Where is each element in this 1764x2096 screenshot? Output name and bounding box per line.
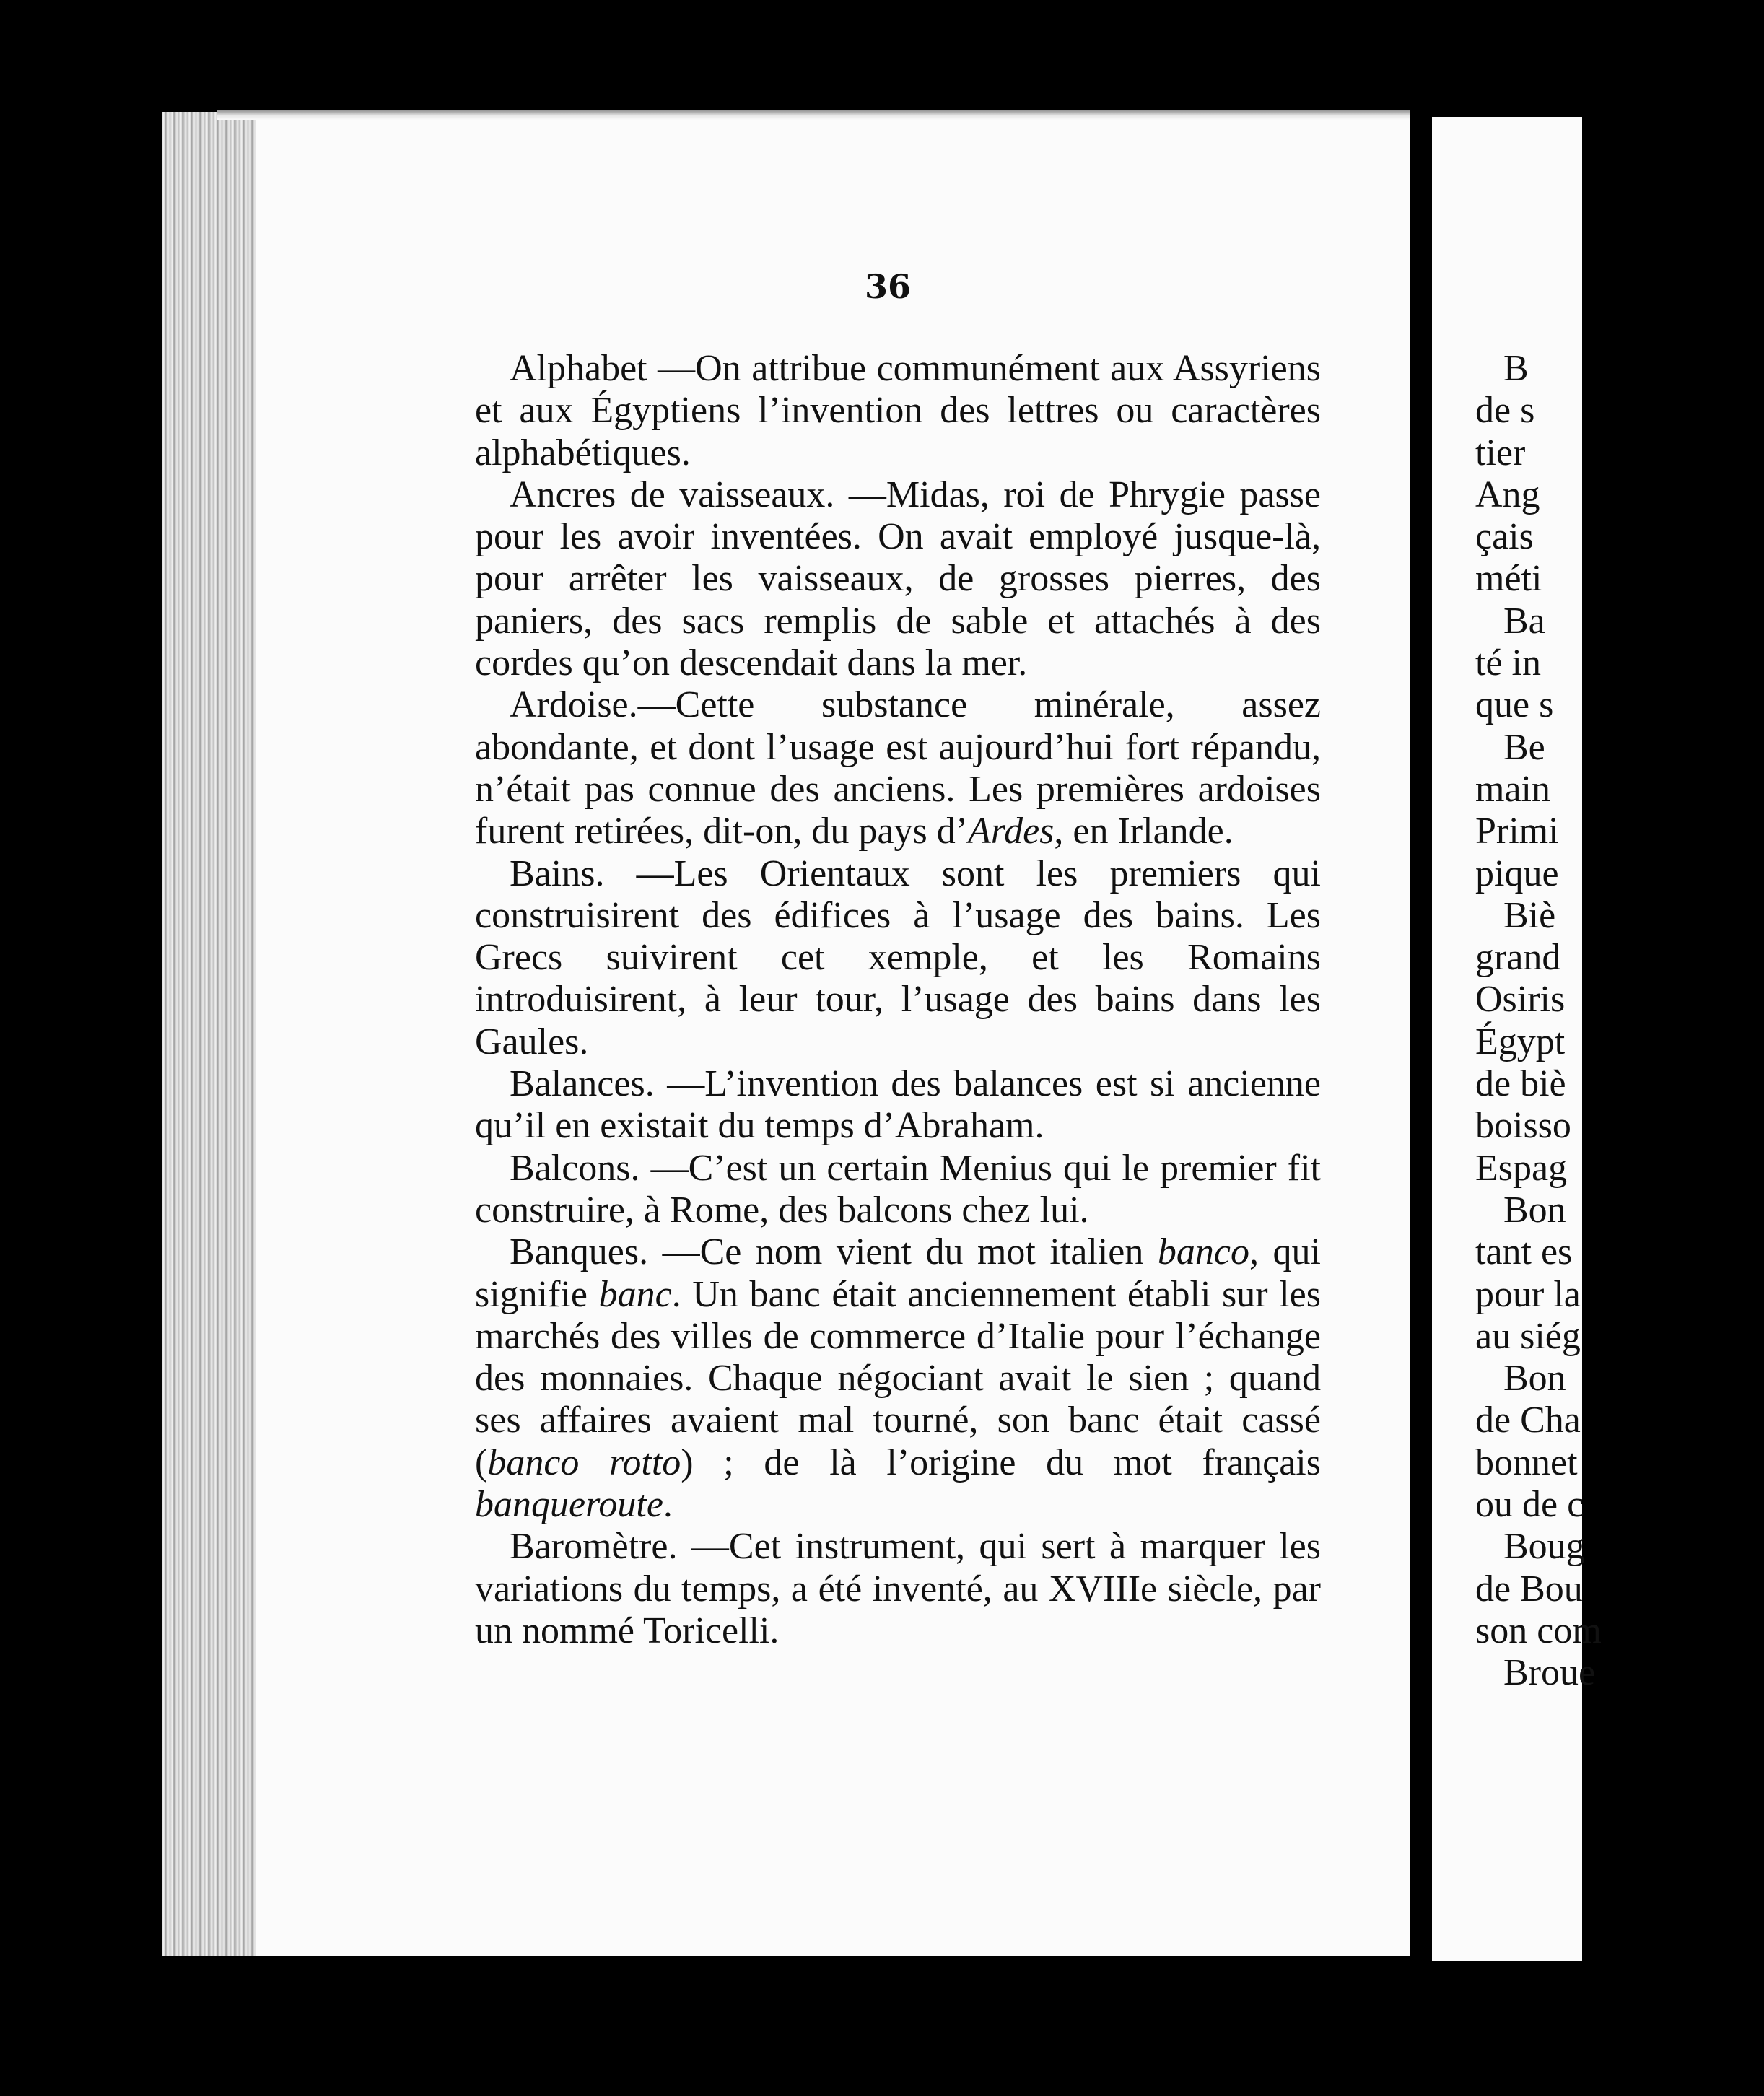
dictionary-entry: [475, 853, 1321, 1063]
entry-text: . Un banc était anciennement établi sur les marchés des villes de commerce d’Italie pour l’échange des monnaies. Chaque négociant avait le sien ; quand ses affaires avaient mal tourné, son banc était cassé (: [475, 1273, 1321, 1483]
facing-page-line: té in: [1475, 642, 1541, 684]
page-number: 36: [865, 267, 912, 306]
facing-page-line: Ang: [1475, 473, 1540, 515]
entry-text: Ardoise.—Cette substance minérale, assez abondante, et dont l’usage est aujourd’hui fort répandu, n’était pas connue des anciens. Les premières ardoises furent retirées, dit-on, du pays d’: [475, 684, 1321, 852]
entry-text: Balances. —L’invention des balances est si ancienne qu’il en existait du temps d’Abraham.: [475, 1063, 1321, 1147]
facing-page: [1432, 117, 1602, 1961]
entry-text: , qui signifie: [475, 1231, 1322, 1315]
facing-page-line: grand: [1475, 937, 1561, 979]
facing-page-line: de Cha: [1475, 1399, 1581, 1441]
facing-page-line: Primi: [1475, 811, 1559, 852]
page-block-edges: [162, 112, 256, 1956]
dictionary-entry: [475, 474, 1321, 684]
dictionary-entry: [475, 1063, 1321, 1148]
dictionary-entries: [475, 348, 1321, 1652]
entry-text: ) ; de là l’origine du mot français: [681, 1441, 1321, 1483]
facing-page-line: de biè: [1475, 1063, 1566, 1105]
entry-text: Baromètre. —Cet instrument, qui sert à marquer les variations du temps, a été inventé, au XVIIIe siècle, par un nommé Toricelli.: [475, 1526, 1321, 1651]
facing-page-line: main: [1475, 768, 1550, 810]
entry-text: Banques. —Ce nom vient du mot italien: [510, 1231, 1158, 1273]
entry-text: Alphabet —On attribue communément aux Assyriens et aux Égyptiens l’invention des lettres ou caractères alphabétiques.: [475, 348, 1321, 473]
dictionary-entry: [475, 1231, 1321, 1526]
dictionary-entry: [475, 684, 1321, 852]
facing-page-line: méti: [1475, 558, 1542, 600]
facing-page-line: pique: [1475, 852, 1559, 894]
facing-page-line: son com: [1475, 1610, 1602, 1651]
facing-page-line: Ba: [1475, 600, 1545, 642]
entry-text: Bains. —Les Orientaux sont les premiers qui construisirent des édifices à l’usage des bains. Les Grecs suivirent cet xemple, et les Romains introduisirent, à leur tour, l’usage des bains dans les Gaules.: [475, 852, 1321, 1062]
dictionary-entry: [475, 1148, 1321, 1232]
italic-term: banco: [1157, 1231, 1250, 1273]
facing-page-text: [1475, 348, 1764, 1695]
entry-text: .: [663, 1484, 673, 1526]
entry-text: , en Irlande.: [1054, 811, 1234, 852]
facing-page-line: tier: [1475, 432, 1526, 473]
italic-term: banco rotto: [487, 1441, 681, 1483]
facing-page-line: que s: [1475, 684, 1554, 726]
italic-term: banc: [598, 1273, 672, 1315]
facing-page-line: ou de c: [1475, 1484, 1584, 1526]
facing-page-line: tant es: [1475, 1231, 1573, 1273]
facing-page-line: Biè: [1475, 894, 1556, 936]
facing-page-line: Égypt: [1475, 1021, 1566, 1062]
facing-page-line: Osiris: [1475, 979, 1566, 1021]
facing-page-line: bonnet: [1475, 1441, 1578, 1483]
facing-page-line: Bon: [1475, 1358, 1566, 1399]
facing-page-line: çais: [1475, 516, 1534, 558]
italic-term: banqueroute: [475, 1484, 663, 1526]
dictionary-entry: [475, 1526, 1321, 1652]
facing-page-line: boisso: [1475, 1105, 1571, 1147]
facing-page-line: de Bou: [1475, 1568, 1583, 1610]
page-top-edge: [217, 110, 1410, 120]
facing-page-line: Be: [1475, 726, 1545, 768]
facing-page-line: Espag: [1475, 1147, 1568, 1189]
dictionary-entry: [475, 348, 1321, 474]
facing-page-line: de s: [1475, 390, 1535, 432]
facing-page-line: Boug: [1475, 1526, 1585, 1568]
italic-term: Ardes: [968, 811, 1055, 852]
facing-page-line: au siég: [1475, 1315, 1581, 1357]
entry-text: Ancres de vaisseaux. —Midas, roi de Phrygie passe pour les avoir inventées. On avait employé jusque-là, pour arrêter les vaisseaux, de grosses pierres, des paniers, des sacs remplis de sable et attachés à des cordes qu’on descendait dans la mer.: [475, 473, 1321, 684]
facing-page-line: Bon: [1475, 1189, 1566, 1231]
facing-page-line: B: [1475, 348, 1529, 389]
facing-page-line: pour la: [1475, 1273, 1581, 1315]
facing-page-line: Broue: [1475, 1652, 1596, 1694]
entry-text: Balcons. —C’est un certain Menius qui le premier fit construire, à Rome, des balcons chez lui.: [475, 1147, 1321, 1231]
